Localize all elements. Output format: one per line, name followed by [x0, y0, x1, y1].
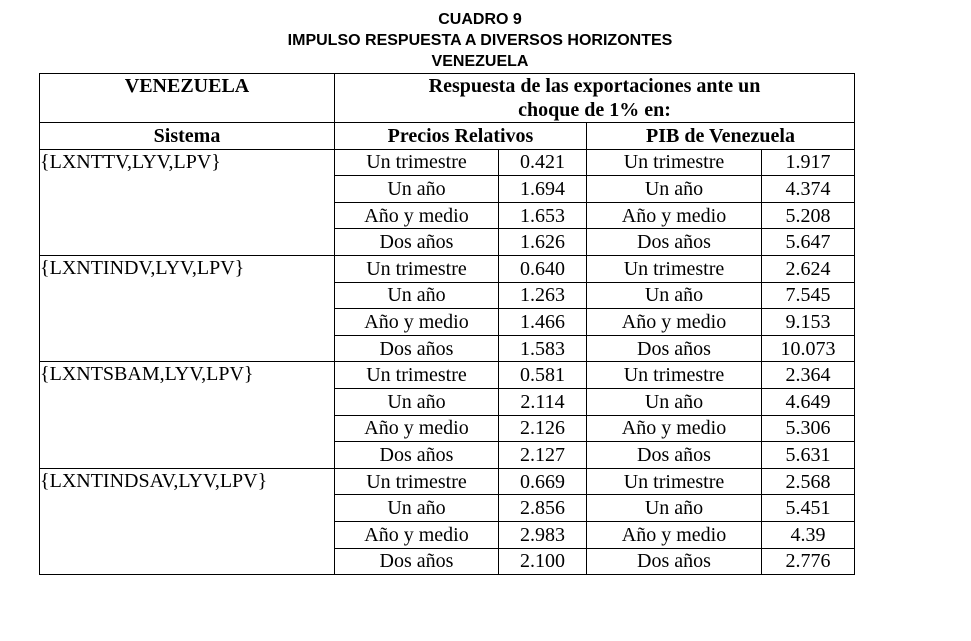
- horizon-cell: Un trimestre: [335, 149, 499, 176]
- horizon-cell: Dos años: [335, 335, 499, 362]
- table-row: [40, 255, 855, 282]
- caption-title: IMPULSO RESPUESTA A DIVERSOS HORIZONTES: [287, 32, 673, 49]
- horizon-cell: Dos años: [587, 442, 762, 469]
- prices-value-cell: 0.421: [499, 149, 587, 176]
- horizon-cell: Dos años: [335, 229, 499, 256]
- horizon-cell: Año y medio: [587, 202, 762, 229]
- prices-value-cell: 1.626: [499, 229, 587, 256]
- horizon-cell: Dos años: [587, 229, 762, 256]
- table-row: [40, 149, 855, 176]
- gdp-column-header: PIB de Venezuela: [587, 123, 855, 150]
- horizon-cell: Un año: [587, 388, 762, 415]
- horizon-cell: Dos años: [335, 442, 499, 469]
- horizon-cell: Un trimestre: [587, 468, 762, 495]
- horizon-cell: Un año: [335, 282, 499, 309]
- table-caption: [0, 9, 960, 72]
- response-header-line2: choque de 1% en:: [518, 99, 671, 121]
- prices-value-cell: 2.126: [499, 415, 587, 442]
- horizon-cell: Un trimestre: [587, 362, 762, 389]
- system-cell: {LXNTSBAM,LYV,LPV}: [40, 362, 335, 468]
- horizon-cell: Un año: [335, 176, 499, 203]
- prices-value-cell: 1.263: [499, 282, 587, 309]
- gdp-value-cell: 5.647: [762, 229, 855, 256]
- prices-value-cell: 2.983: [499, 521, 587, 548]
- caption-country: VENEZUELA: [431, 53, 529, 70]
- horizon-cell: Un año: [587, 282, 762, 309]
- gdp-value-cell: 2.568: [762, 468, 855, 495]
- horizon-cell: Un año: [587, 495, 762, 522]
- table-row: [40, 468, 855, 495]
- gdp-value-cell: 2.624: [762, 255, 855, 282]
- horizon-cell: Un trimestre: [335, 255, 499, 282]
- prices-value-cell: 0.640: [499, 255, 587, 282]
- impulse-response-table: [39, 73, 855, 575]
- horizon-cell: Año y medio: [587, 415, 762, 442]
- system-column-header: Sistema: [40, 123, 335, 150]
- horizon-cell: Dos años: [335, 548, 499, 575]
- table-row: [40, 362, 855, 389]
- horizon-cell: Un año: [587, 176, 762, 203]
- gdp-value-cell: 5.306: [762, 415, 855, 442]
- horizon-cell: Año y medio: [587, 309, 762, 336]
- horizon-cell: Año y medio: [587, 521, 762, 548]
- horizon-cell: Un año: [335, 388, 499, 415]
- horizon-cell: Un año: [335, 495, 499, 522]
- horizon-cell: Año y medio: [335, 415, 499, 442]
- table-body: [40, 149, 855, 575]
- gdp-value-cell: 4.374: [762, 176, 855, 203]
- gdp-value-cell: 9.153: [762, 309, 855, 336]
- prices-value-cell: 2.100: [499, 548, 587, 575]
- horizon-cell: Dos años: [587, 548, 762, 575]
- prices-value-cell: 1.694: [499, 176, 587, 203]
- gdp-value-cell: 5.631: [762, 442, 855, 469]
- system-cell: {LXNTINDSAV,LYV,LPV}: [40, 468, 335, 574]
- prices-value-cell: 1.466: [499, 309, 587, 336]
- prices-value-cell: 0.669: [499, 468, 587, 495]
- gdp-value-cell: 1.917: [762, 149, 855, 176]
- horizon-cell: Año y medio: [335, 309, 499, 336]
- gdp-value-cell: 5.451: [762, 495, 855, 522]
- gdp-value-cell: 7.545: [762, 282, 855, 309]
- response-header: [335, 74, 855, 123]
- prices-value-cell: 2.856: [499, 495, 587, 522]
- system-cell: {LXNTINDV,LYV,LPV}: [40, 255, 335, 361]
- prices-value-cell: 2.127: [499, 442, 587, 469]
- prices-value-cell: 1.583: [499, 335, 587, 362]
- horizon-cell: Un trimestre: [335, 362, 499, 389]
- gdp-value-cell: 4.39: [762, 521, 855, 548]
- response-header-line1: Respuesta de las exportaciones ante un: [428, 75, 761, 97]
- horizon-cell: Un trimestre: [587, 149, 762, 176]
- gdp-value-cell: 2.364: [762, 362, 855, 389]
- gdp-value-cell: 10.073: [762, 335, 855, 362]
- prices-value-cell: 0.581: [499, 362, 587, 389]
- horizon-cell: Un trimestre: [587, 255, 762, 282]
- gdp-value-cell: 2.776: [762, 548, 855, 575]
- country-header: VENEZUELA: [40, 74, 335, 123]
- prices-value-cell: 1.653: [499, 202, 587, 229]
- prices-value-cell: 2.114: [499, 388, 587, 415]
- horizon-cell: Un trimestre: [335, 468, 499, 495]
- prices-column-header: Precios Relativos: [335, 123, 587, 150]
- horizon-cell: Año y medio: [335, 521, 499, 548]
- gdp-value-cell: 5.208: [762, 202, 855, 229]
- caption-number: CUADRO 9: [438, 11, 522, 28]
- gdp-value-cell: 4.649: [762, 388, 855, 415]
- horizon-cell: Dos años: [587, 335, 762, 362]
- system-cell: {LXNTTV,LYV,LPV}: [40, 149, 335, 255]
- horizon-cell: Año y medio: [335, 202, 499, 229]
